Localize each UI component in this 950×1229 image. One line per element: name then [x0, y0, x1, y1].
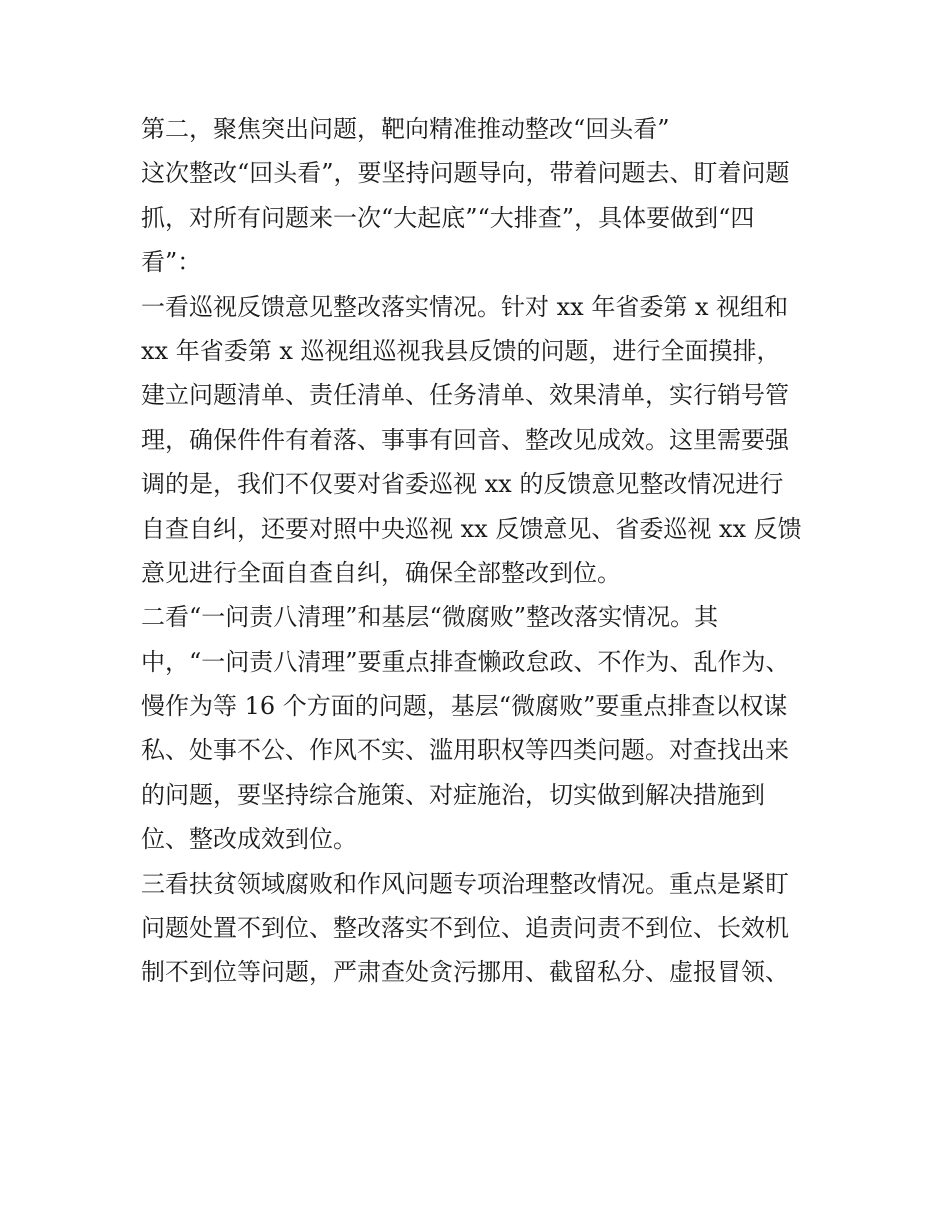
text-line: xx 年省委第 x 巡视组巡视我县反馈的问题，进行全面摸排， [141, 336, 781, 365]
text-line: 建立问题清单、责任清单、任务清单、效果清单，实行销号管 [141, 381, 789, 410]
text-line: 调的是，我们不仅要对省委巡视 xx 的反馈意见整改情况进行 [141, 470, 784, 499]
text-line: 看”： [141, 248, 202, 277]
text-line: 位、整改成效到位。 [141, 825, 357, 854]
text-line: 制不到位等问题，严肃查处贪污挪用、截留私分、虚报冒领、 [141, 958, 789, 987]
text-line: 三看扶贫领域腐败和作风问题专项治理整改情况。重点是紧盯 [141, 869, 789, 898]
text-line: 慢作为等 16 个方面的问题，基层“微腐败”要重点排查以权谋 [141, 692, 788, 721]
text-line: 第二，聚焦突出问题，靶向精准推动整改“回头看” [141, 115, 670, 143]
text-line: 理，确保件件有着落、事事有回音、整改见成效。这里需要强 [141, 425, 789, 454]
text-line: 的问题，要坚持综合施策、对症施治，切实做到解决措施到 [141, 780, 765, 809]
text-line: 自查自纠，还要对照中央巡视 xx 反馈意见、省委巡视 xx 反馈 [141, 514, 802, 543]
text-line: 中，“一问责八清理”要重点排查懒政怠政、不作为、乱作为、 [141, 647, 790, 676]
text-line: 抓，对所有问题来一次“大起底”“大排查”，具体要做到“四 [141, 203, 755, 232]
text-line: 二看“一问责八清理”和基层“微腐败”整改落实情况。其 [141, 603, 719, 632]
text-line: 这次整改“回头看”，要坚持问题导向，带着问题去、盯着问题 [141, 159, 790, 188]
text-line: 一看巡视反馈意见整改落实情况。针对 xx 年省委第 x 视组和 [141, 292, 789, 321]
text-line: 意见进行全面自查自纠，确保全部整改到位。 [141, 558, 621, 587]
body-text [141, 107, 821, 995]
text-line: 问题处置不到位、整改落实不到位、追责问责不到位、长效机 [141, 914, 789, 943]
text-line: 私、处事不公、作风不实、滥用职权等四类问题。对查找出来 [141, 736, 789, 765]
